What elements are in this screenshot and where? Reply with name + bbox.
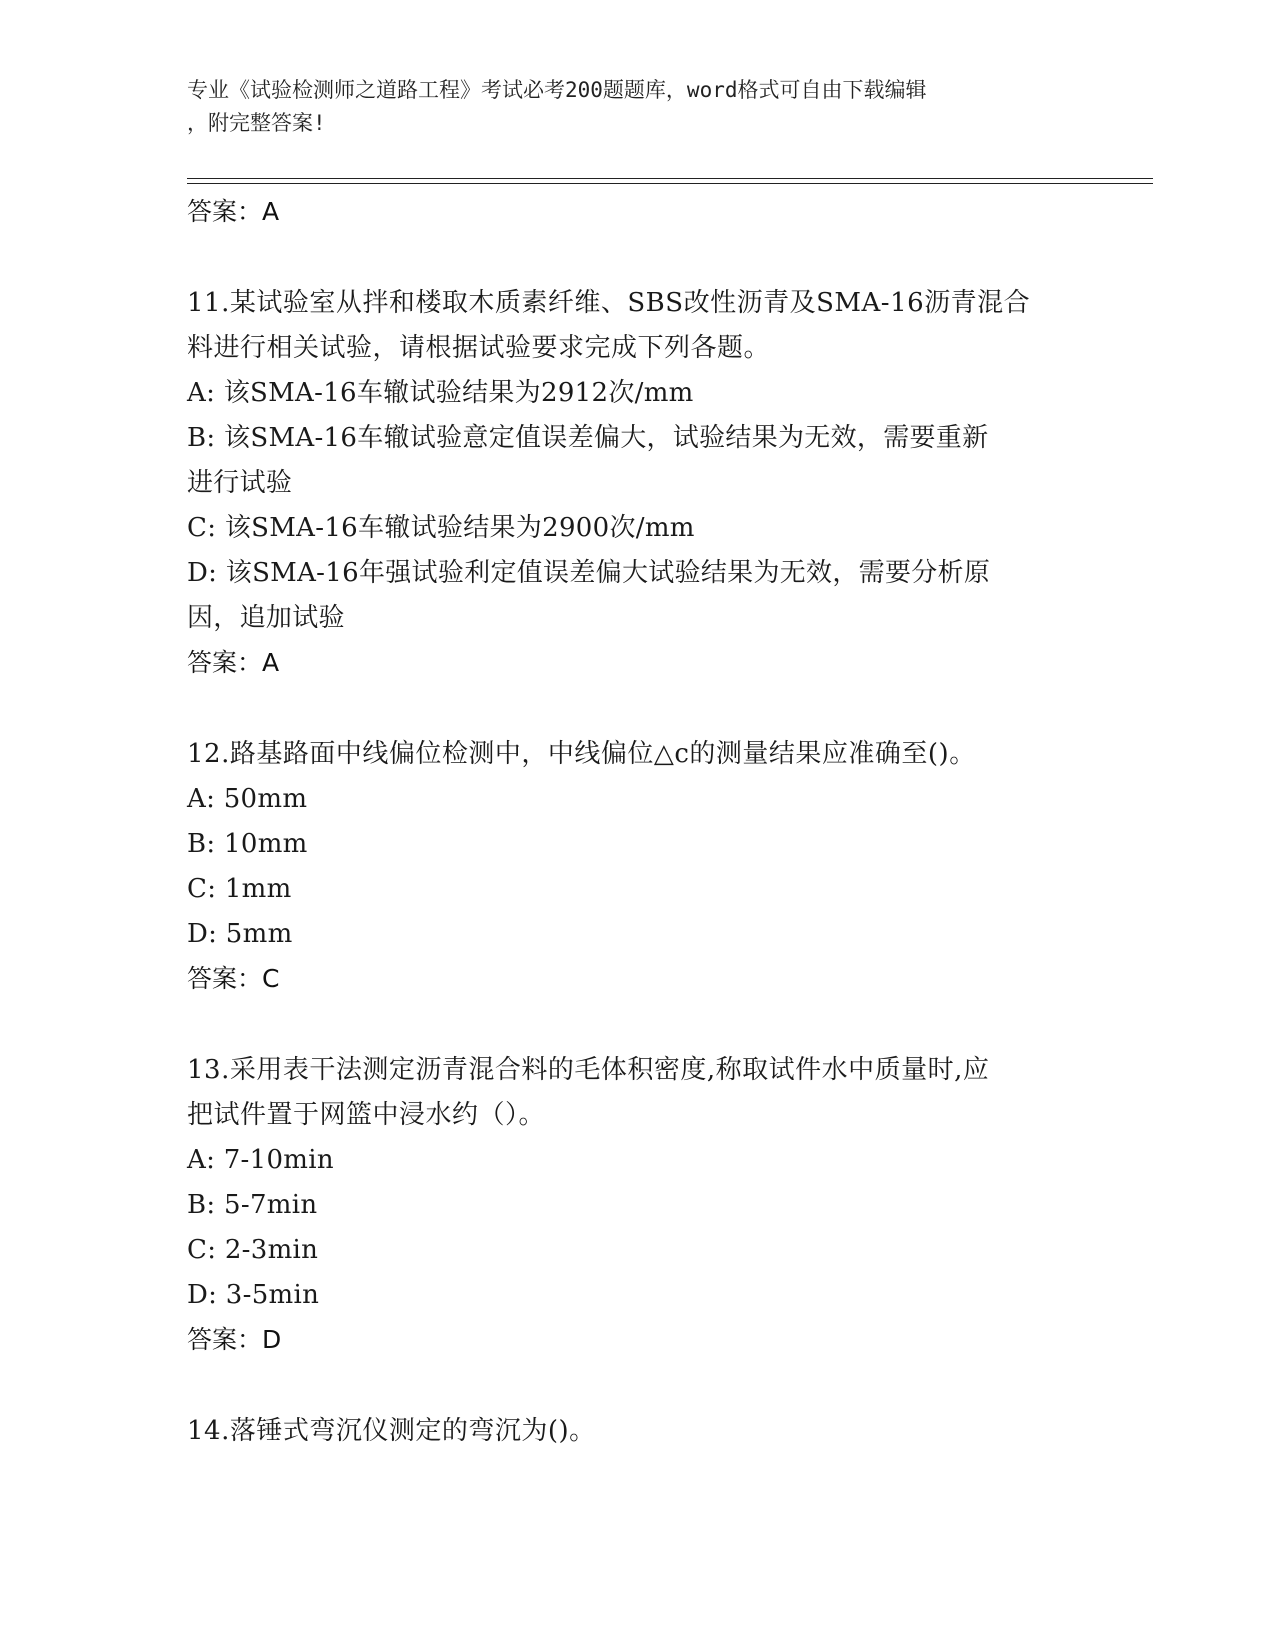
question-11-stem-line-2: 料进行相关试验，请根据试验要求完成下列各题。 [187,333,771,363]
page-header [187,74,1087,140]
question-13-option-c: C: 2-3min [187,1235,319,1265]
question-14 [187,1409,1087,1454]
question-12-option-a: A: 50mm [187,784,308,814]
header-rule-top [187,178,1153,179]
question-12-option-d: D: 5mm [187,919,293,949]
answer-q13: 答案：D [187,1325,282,1354]
spacer [187,234,1087,281]
document-body [187,190,1087,1454]
question-11-option-b-line-1: B: 该SMA-16车辙试验意定值误差偏大，试验结果为无效，需要重新 [187,423,989,453]
question-11-option-c: C: 该SMA-16车辙试验结果为2900次/mm [187,513,695,543]
question-13-option-d: D: 3-5min [187,1280,320,1310]
question-11-stem-line-1: 11.某试验室从拌和楼取木质素纤维、SBS改性沥青及SMA-16沥青混合 [187,288,1031,318]
question-12-option-c: C: 1mm [187,874,292,904]
question-13 [187,1048,1087,1362]
answer-q11: 答案：A [187,648,280,677]
spacer [187,1001,1087,1048]
question-12-option-b: B: 10mm [187,829,308,859]
question-11-option-b-line-2: 进行试验 [187,468,293,498]
question-12-stem: 12.路基路面中线偏位检测中，中线偏位△c的测量结果应准确至()。 [187,739,976,769]
answer-q10: 答案：A [187,197,280,226]
answer-q12: 答案：C [187,964,280,993]
header-line-2: ，附完整答案! [187,111,326,135]
spacer [187,685,1087,732]
question-12 [187,732,1087,1001]
header-line-1: 专业《试验检测师之道路工程》考试必考200题题库，word格式可自由下载编辑 [187,78,927,102]
question-13-stem-line-2: 把试件置于网篮中浸水约（）。 [187,1100,546,1130]
question-13-option-a: A: 7-10min [187,1145,334,1175]
question-11-option-a: A: 该SMA-16车辙试验结果为2912次/mm [187,378,694,408]
spacer [187,1362,1087,1409]
question-14-stem: 14.落锤式弯沉仪测定的弯沉为()。 [187,1416,596,1446]
question-11-option-d-line-2: 因，追加试验 [187,603,345,633]
question-13-stem-line-1: 13.采用表干法测定沥青混合料的毛体积密度,称取试件水中质量时,应 [187,1055,990,1085]
header-rule-bottom [187,183,1153,184]
question-13-option-b: B: 5-7min [187,1190,318,1220]
question-11-option-d-line-1: D: 该SMA-16年强试验利定值误差偏大试验结果为无效，需要分析原 [187,558,991,588]
question-11 [187,281,1087,685]
